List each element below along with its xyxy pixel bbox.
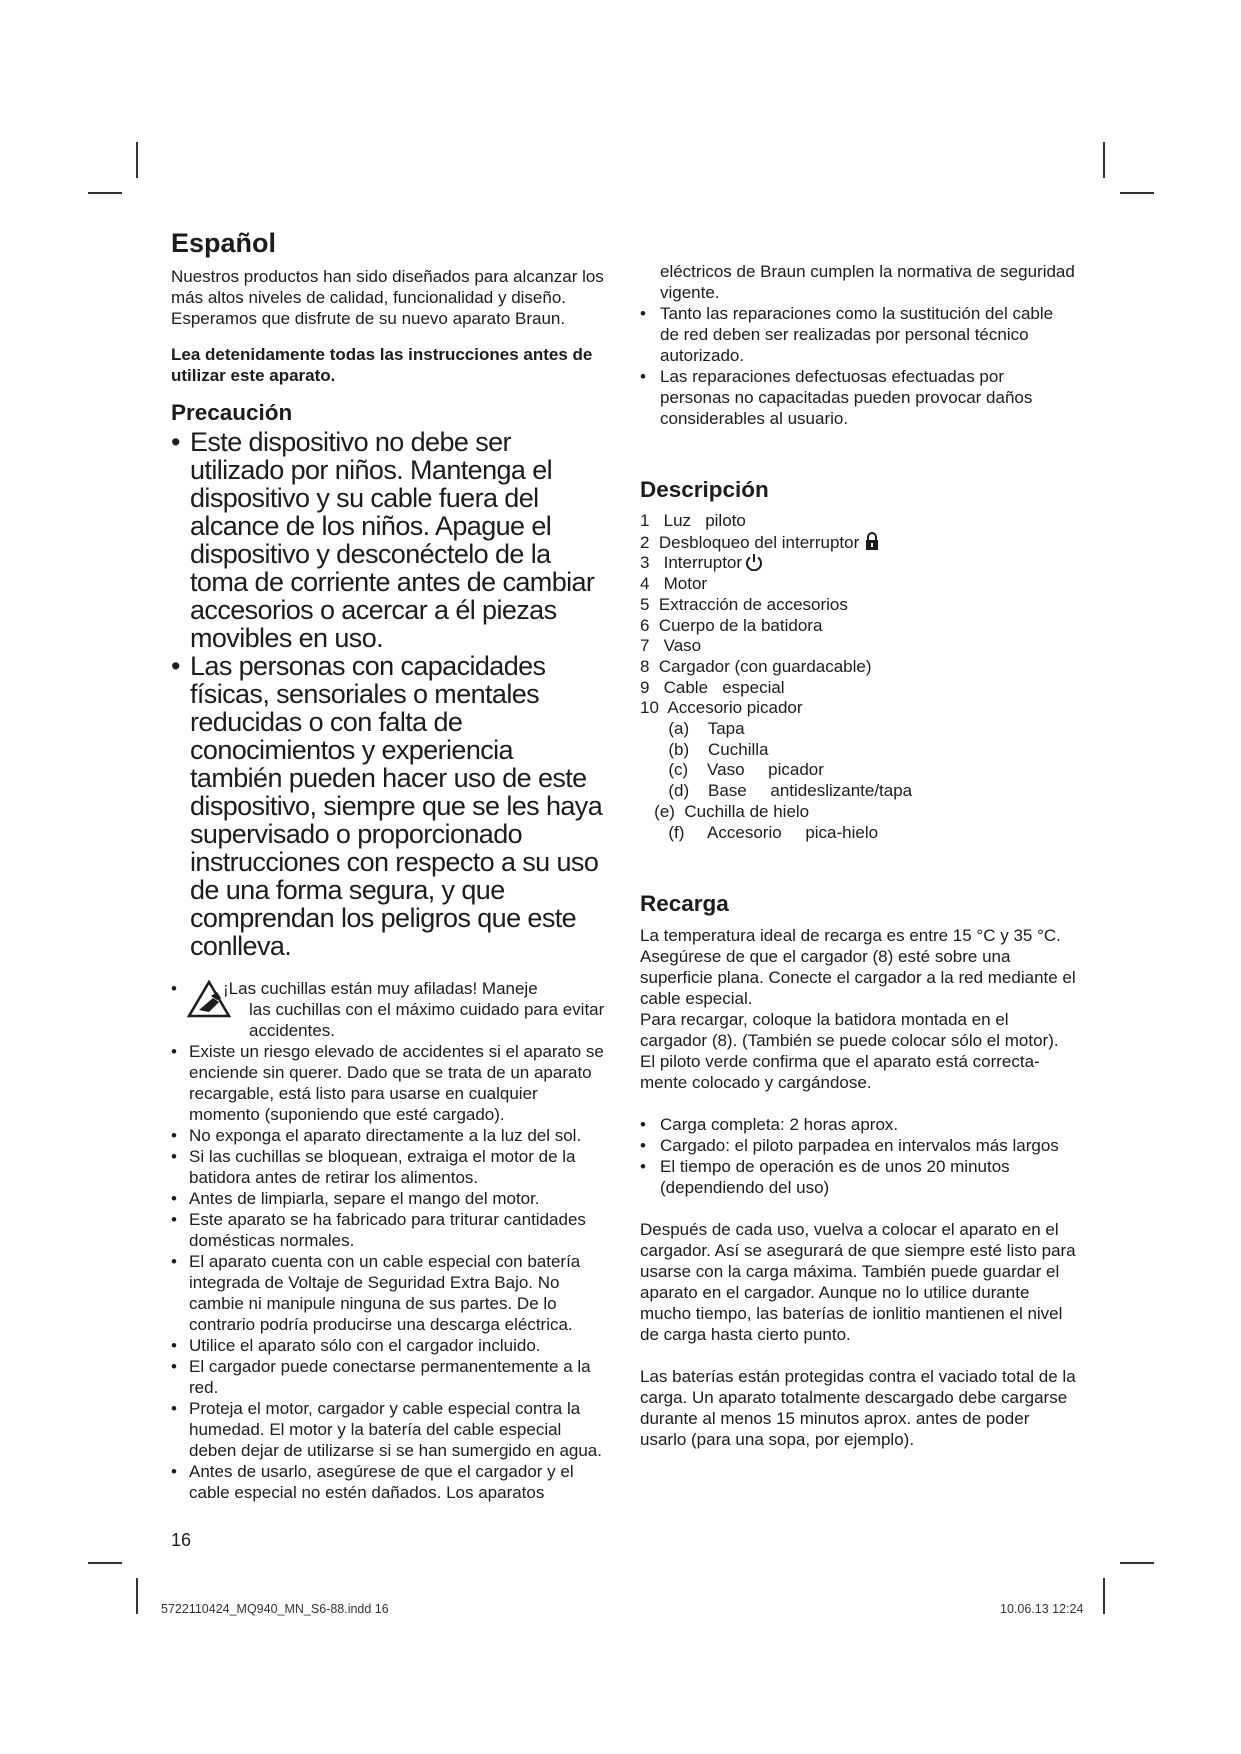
list-item: 2 Desbloqueo del interruptor (640, 532, 1076, 554)
list-item: (d) Base antideslizante/tapa (640, 781, 913, 801)
safety-item: • Este aparato se ha fabricado para triturar cantidades domésticas normales. (171, 1209, 607, 1251)
safety-item: • Antes de limpiarla, separe el mango del motor. (171, 1188, 607, 1209)
battery-paragraph: Las baterías están protegidas contra el vaciado total de la carga. Un aparato totalmente descargado debe cargarse durante al menos 15 minutos aprox. antes de poder usarlo (para una sopa, por ejemplo). (640, 1367, 1076, 1450)
sharp-blade-warning-icon (187, 980, 231, 1018)
safety-item: • Utilice el aparato sólo con el cargador incluido. (171, 1335, 607, 1356)
recharge-paragraph: La temperatura ideal de recarga es entre 15 °C y 35 °C. Asegúrese de que el cargador (8) esté sobre una superficie plana. Conecte el cargador a la red mediante el cable especial. Para recargar, coloque la batidora montada en el cargador (8). (También se puede colocar sólo el motor). El piloto verde confirma que el aparato está correctamente colocado y cargándose. (640, 926, 1076, 1093)
list-item: • Cargado: el piloto parpadea en intervalos más largos (640, 1135, 1076, 1156)
safety-list (171, 1041, 607, 1503)
caution-heading: Precaución (171, 400, 293, 425)
crop-mark (136, 142, 138, 178)
list-item: 8 Cargador (con guardacable) (640, 656, 872, 676)
safety-item: • Existe un riesgo elevado de accidentes si el aparato se enciende sin querer. Dado que se trata de un aparato recargable, está listo para usarse en cualquier momento (suponiendo que esté cargado). (171, 1041, 607, 1125)
read-notice: Lea detenidamente todas las instrucciones antes de utilizar este aparato. (171, 345, 593, 385)
list-item: 7 Vaso (640, 636, 702, 656)
safety-item: • El cargador puede conectarse permanentemente a la red. (171, 1356, 607, 1398)
caution-item: • Las personas con capacidades físicas, sensoriales o mentales reducidas o con falta de conocimientos y experiencia también pueden hacer uso de este dispositivo, siempre que se les haya supervisado o proporcionado instrucciones con respecto a su uso de una forma segura, y que comprendan los peligros que este conlleva. (171, 652, 607, 960)
safety-item: • Tanto las reparaciones como la sustitución del cable de red deben ser realizadas por personal técnico autorizado. (640, 303, 1076, 366)
safety-item: • El aparato cuenta con un cable especial con batería integrada de Voltaje de Seguridad Extra Bajo. No cambie ni manipule ninguna de sus partes. De lo contrario podría producirse una descarga eléctrica. (171, 1251, 607, 1335)
safety-item: • Si las cuchillas se bloquean, extraiga el motor de la batidora antes de retirar los alimentos. (171, 1146, 607, 1188)
list-item: (e) Cuchilla de hielo (640, 801, 810, 821)
list-item: (f) Accesorio pica-hielo (640, 822, 879, 842)
list-item: (c) Vaso picador (640, 760, 824, 780)
description-list (640, 511, 1076, 843)
crop-mark (1120, 1562, 1154, 1564)
safety-item: • Las reparaciones defectuosas efectuadas por personas no capacitadas pueden provocar daños considerables al usuario. (640, 366, 1076, 429)
crop-mark (1103, 142, 1105, 178)
repair-list (640, 303, 1076, 429)
list-item: • Carga completa: 2 horas aprox. (640, 1114, 1076, 1135)
intro-paragraph: Nuestros productos han sido diseñados para alcanzar los más altos niveles de calidad, funcionalidad y diseño. Esperamos que disfrute de su nuevo aparato Braun. (171, 267, 604, 328)
list-item: 6 Cuerpo de la batidora (640, 615, 823, 635)
crop-mark (88, 192, 122, 194)
crop-mark (88, 1562, 122, 1564)
lock-icon (865, 532, 879, 550)
list-item: 9 Cable especial (640, 677, 785, 697)
recharge-list (640, 1114, 1076, 1198)
caution-item: • Este dispositivo no debe ser utilizado por niños. Mantenga el dispositivo y su cable fuera del alcance de los niños. Apague el dispositivo y desconéctelo de la toma de corriente antes de cambiar accesorios o acercar a él piezas movibles en uso. (171, 428, 607, 652)
crop-mark (1103, 1578, 1105, 1614)
list-item: 1 Luz piloto (640, 511, 746, 530)
right-column (640, 261, 1076, 1450)
recharge-heading: Recarga (640, 891, 729, 917)
after-use-paragraph: Después de cada uso, vuelva a colocar el aparato en el cargador. Así se asegurará de que siempre esté listo para usarse con la carga máxima. También puede guardar el aparato en el cargador. Aunque no lo utilice durante mucho tiempo, las baterías de ionlitio mantienen el nivel de carga hasta cierto punto. (640, 1220, 1076, 1345)
list-item: (b) Cuchilla (640, 739, 769, 759)
page-number: 16 (171, 1530, 192, 1550)
safety-item: • Proteja el motor, cargador y cable especial contra la humedad. El motor y la batería del cable especial deben dejar de utilizarse si se han sumergido en agua. (171, 1398, 607, 1461)
footer-filename: 5722110424_MQ940_MN_S6-88.indd 16 (161, 1602, 389, 1616)
list-item: (a) Tapa (640, 719, 745, 739)
description-heading: Descripción (640, 477, 769, 502)
list-item: 4 Motor (640, 574, 708, 594)
blade-warning (171, 978, 607, 1041)
footer-timestamp: 10.06.13 12:24 (1000, 1602, 1084, 1616)
list-item: 5 Extracción de accesorios (640, 594, 848, 614)
blade-warning-line2: las cuchillas con el máximo cuidado para evitar accidentes. (249, 1000, 605, 1040)
power-icon (745, 553, 763, 571)
caution-list (171, 428, 607, 960)
safety-item: • No exponga el aparato directamente a la luz del sol. (171, 1125, 607, 1146)
language-heading: Español (171, 228, 277, 258)
crop-mark (1120, 192, 1154, 194)
blade-warning-line1: ¡Las cuchillas están muy afiladas! Maneje (223, 979, 538, 998)
bullet-icon: • (171, 979, 177, 998)
crop-mark (136, 1578, 138, 1614)
continuation-text: eléctricos de Braun cumplen la normativa de seguridad vigente. (660, 262, 1075, 302)
left-column (171, 226, 607, 1503)
list-item: 10 Accesorio picador (640, 698, 803, 718)
list-item: • El tiempo de operación es de unos 20 minutos (dependiendo del uso) (640, 1156, 1076, 1198)
safety-item: • Antes de usarlo, asegúrese de que el cargador y el cable especial no estén dañados. Los aparatos (171, 1461, 607, 1503)
list-item: 3 Interruptor (640, 553, 1076, 574)
